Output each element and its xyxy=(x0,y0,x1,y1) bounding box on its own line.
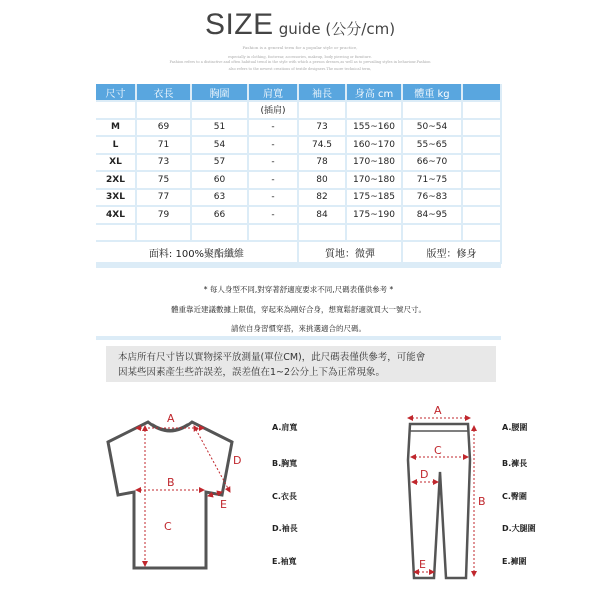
weight-cell: 66~70 xyxy=(402,154,462,172)
table-row xyxy=(96,154,501,172)
col-header-sleeve: 袖長 xyxy=(298,84,346,101)
sleeve-cell: 80 xyxy=(298,171,346,189)
col-header-size: 尺寸 xyxy=(96,84,136,101)
pants-letter-d: D xyxy=(420,468,429,481)
tshirt-outline xyxy=(108,422,232,568)
weight-cell: 84~95 xyxy=(402,206,462,224)
fine-print-4: also refers to the newest creations of textile designers.The more technical term, xyxy=(228,67,372,71)
shirt-legend-e: E.袖寬 xyxy=(272,557,297,566)
chest-cell: 51 xyxy=(191,119,248,137)
table-row xyxy=(96,189,501,207)
sleeve-cell: 78 xyxy=(298,154,346,172)
height-cell: 155~160 xyxy=(346,119,402,137)
sleeve-cell: 82 xyxy=(298,189,346,207)
fine-print-2: especially in clothing, footwear, accessories, makeup, body piercing or furniture. xyxy=(228,55,372,59)
chest-cell: 60 xyxy=(191,171,248,189)
shirt-letter-a: A xyxy=(167,412,175,425)
shirt-legend-d: D.袖長 xyxy=(272,524,298,533)
height-cell: 160~170 xyxy=(346,136,402,154)
weight-cell: 55~65 xyxy=(402,136,462,154)
pants-legend-d: D.大腿圍 xyxy=(502,524,536,533)
weight-cell: 71~75 xyxy=(402,171,462,189)
size-cell: 2XL xyxy=(96,171,136,189)
shirt-letter-d: D xyxy=(233,454,242,467)
size-cell: M xyxy=(96,119,136,137)
size-guide-title xyxy=(0,8,600,42)
size-notes xyxy=(96,268,501,336)
shirt-letter-c: C xyxy=(164,520,172,533)
shirt-letter-e: E xyxy=(220,498,227,511)
table-subheader-row xyxy=(96,101,501,119)
pants-letter-b: B xyxy=(478,495,486,508)
fabric-cell: 面料: 100%聚酯纖維 xyxy=(96,241,298,263)
shirt-legend-b: B.胸寬 xyxy=(272,459,298,468)
pants-legend-b: B.褲長 xyxy=(502,459,528,468)
col-header-shoulder: 肩寬 xyxy=(248,84,298,101)
size-cell: L xyxy=(96,136,136,154)
pants-legend-a: A.腰圍 xyxy=(502,423,528,432)
sleeve-cell: 73 xyxy=(298,119,346,137)
table-row xyxy=(96,206,501,224)
height-cell: 175~190 xyxy=(346,206,402,224)
shoulder-note: (插肩) xyxy=(248,101,298,119)
fine-print-1: Fashion is a general term for a popular style or practice, xyxy=(242,45,358,50)
pants-legend-c: C.臀圍 xyxy=(502,492,527,501)
pants-letter-e: E xyxy=(419,558,426,571)
texture-cell: 質地：微彈 xyxy=(298,241,402,263)
sleeve-cell: 74.5 xyxy=(298,136,346,154)
shoulder-cell: - xyxy=(248,171,298,189)
size-cell: 4XL xyxy=(96,206,136,224)
title-main: SIZE xyxy=(204,8,274,41)
shoulder-cell: - xyxy=(248,189,298,207)
tshirt-diagram xyxy=(90,400,260,600)
table-row xyxy=(96,136,501,154)
length-cell: 69 xyxy=(136,119,191,137)
height-cell: 170~180 xyxy=(346,171,402,189)
shirt-letter-b: B xyxy=(167,476,175,489)
col-header-weight: 體重 kg xyxy=(402,84,462,101)
height-cell: 170~180 xyxy=(346,154,402,172)
shoulder-cell: - xyxy=(248,206,298,224)
note-line-3: 請依自身習慣穿搭，來挑選適合的尺碼。 xyxy=(231,324,366,333)
table-spacer-row xyxy=(96,224,501,242)
weight-cell: 50~54 xyxy=(402,119,462,137)
height-cell: 175~185 xyxy=(346,189,402,207)
disclaimer-line-2: 因某些因素產生些許誤差，誤差值在1~2公分上下為正常現象。 xyxy=(118,367,386,378)
material-row xyxy=(96,241,501,263)
length-cell: 75 xyxy=(136,171,191,189)
size-cell: XL xyxy=(96,154,136,172)
title-sub: guide (公分/cm) xyxy=(278,20,396,38)
pants-letter-a: A xyxy=(434,404,442,417)
chest-cell: 54 xyxy=(191,136,248,154)
note-line-2: 體重靠近建議數據上限值，穿起來為剛好合身，想寬鬆舒適就買大一號尺寸。 xyxy=(171,305,426,314)
fit-cell: 版型：修身 xyxy=(402,241,501,263)
shoulder-cell: - xyxy=(248,119,298,137)
measurement-disclaimer xyxy=(106,346,496,382)
length-cell: 73 xyxy=(136,154,191,172)
weight-cell: 76~83 xyxy=(402,189,462,207)
shirt-legend-a: A.肩寬 xyxy=(272,423,298,432)
length-cell: 79 xyxy=(136,206,191,224)
shirt-legend-c: C.衣長 xyxy=(272,492,297,501)
note-line-1: * 每人身型不同,對穿著舒適度要求不同,尺碼表僅供參考 * xyxy=(203,285,394,294)
shoulder-cell: - xyxy=(248,154,298,172)
pants-legend-e: E.褲圍 xyxy=(502,557,527,566)
size-cell: 3XL xyxy=(96,189,136,207)
sleeve-cell: 84 xyxy=(298,206,346,224)
table-header-row xyxy=(96,84,501,101)
disclaimer-line-1: 本店所有尺寸皆以實物採平放測量(單位CM)，此尺碼表僅供參考，可能會 xyxy=(118,352,426,363)
col-header-height: 身高 cm xyxy=(346,84,402,101)
col-header-length: 衣長 xyxy=(136,84,191,101)
shoulder-cell: - xyxy=(248,136,298,154)
chest-cell: 57 xyxy=(191,154,248,172)
table-row xyxy=(96,119,501,137)
table-row xyxy=(96,171,501,189)
size-table xyxy=(96,84,502,264)
col-header-empty xyxy=(462,84,501,101)
pants-letter-c: C xyxy=(434,444,442,457)
fine-print-3: Fashion refers to a distinctive and often habitual trend in the style with which a person dresses,as well as to prevailing styles in behaviour.Fashion xyxy=(169,60,431,64)
length-cell: 77 xyxy=(136,189,191,207)
chest-cell: 66 xyxy=(191,206,248,224)
chest-cell: 63 xyxy=(191,189,248,207)
length-cell: 71 xyxy=(136,136,191,154)
pants-diagram xyxy=(390,400,490,600)
col-header-chest: 胸圍 xyxy=(191,84,248,101)
